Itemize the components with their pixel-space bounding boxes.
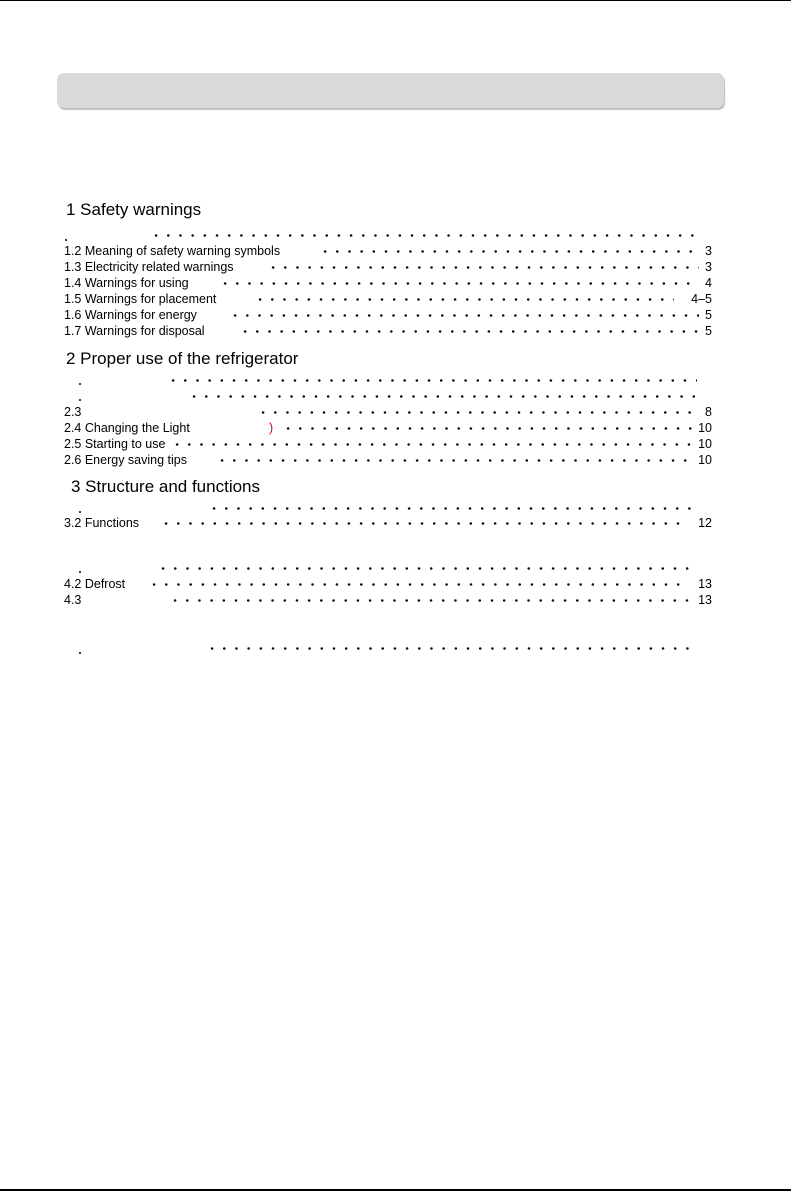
toc-entry[interactable] xyxy=(64,227,712,243)
dot-leader xyxy=(148,583,688,586)
contents-title-bar xyxy=(57,73,724,108)
toc-entry[interactable] xyxy=(64,291,712,307)
toc-entry[interactable] xyxy=(64,372,712,388)
toc-entry-label: 2.5 Starting to use xyxy=(64,437,166,451)
toc-entry-label: 4.3 xyxy=(64,593,82,607)
toc-entry[interactable] xyxy=(64,592,712,608)
dot-leader xyxy=(219,282,699,285)
toc-entry-label: 2.6 Energy saving tips xyxy=(64,453,187,467)
toc-entry-page: 3 xyxy=(705,260,712,274)
toc-entry[interactable] xyxy=(64,275,712,291)
dot-leader xyxy=(206,647,696,650)
toc-entry[interactable] xyxy=(64,243,712,259)
dot-leader xyxy=(229,314,699,317)
entry-number-dot xyxy=(79,399,81,401)
entry-number-dot xyxy=(79,511,81,513)
toc-entry-label: 2.4 Changing the Light xyxy=(64,421,190,435)
dot-leader xyxy=(254,298,674,301)
dot-leader xyxy=(267,266,699,269)
entry-number-dot xyxy=(65,239,67,241)
dot-leader xyxy=(167,379,697,382)
toc-entry[interactable] xyxy=(64,560,712,576)
entry-number-dot xyxy=(79,571,81,573)
toc-entry-label: 2.3 xyxy=(64,405,82,419)
dot-leader xyxy=(157,567,697,570)
dot-leader xyxy=(319,250,699,253)
dot-leader xyxy=(171,443,691,446)
section-heading-safety-warnings: 1 Safety warnings xyxy=(66,200,202,219)
toc-entry[interactable] xyxy=(64,515,712,531)
toc-entry[interactable] xyxy=(64,576,712,592)
toc-entry-label: 1.5 Warnings for placement xyxy=(64,292,217,306)
dot-leader xyxy=(239,330,699,333)
toc-entry-label: 3.2 Functions xyxy=(64,516,140,530)
red-parenthesis-mark: ) xyxy=(269,421,274,435)
toc-entry-page: 5 xyxy=(705,324,712,338)
toc-entry[interactable] xyxy=(64,452,712,468)
dot-leader xyxy=(169,599,689,602)
toc-entry[interactable] xyxy=(64,420,712,436)
toc-entry-page: 13 xyxy=(698,577,712,591)
toc-entry[interactable] xyxy=(64,323,712,339)
toc-entry-page: 8 xyxy=(705,405,712,419)
toc-entry-label: 1.6 Warnings for energy xyxy=(64,308,197,322)
section-heading-proper-use: 2 Proper use of the refrigerator xyxy=(66,349,299,368)
section-heading-structure-functions: 3 Structure and functions xyxy=(71,477,261,496)
toc-entry-page: 10 xyxy=(698,453,712,467)
dot-leader xyxy=(160,522,687,525)
toc-entry[interactable] xyxy=(64,388,712,404)
toc-entry-page: 12 xyxy=(698,516,712,530)
toc-entry[interactable] xyxy=(64,640,712,656)
toc-entry[interactable] xyxy=(64,436,712,452)
toc-entry-page: 10 xyxy=(698,437,712,451)
toc-entry-label: 1.2 Meaning of safety warning symbols xyxy=(64,244,281,258)
entry-number-dot xyxy=(79,652,81,654)
toc-entry-label: 1.3 Electricity related warnings xyxy=(64,260,234,274)
toc-entry[interactable] xyxy=(64,259,712,275)
toc-entry-page: 4 xyxy=(705,276,712,290)
dot-leader xyxy=(257,411,699,414)
toc-entry[interactable] xyxy=(64,500,712,516)
dot-leader xyxy=(150,234,698,237)
dot-leader xyxy=(216,459,691,462)
toc-entry-label: 1.7 Warnings for disposal xyxy=(64,324,205,338)
dot-leader xyxy=(282,427,692,430)
toc-entry-page: 3 xyxy=(705,244,712,258)
toc-entry-page: 4–5 xyxy=(691,292,712,306)
toc-entry-page: 10 xyxy=(698,421,712,435)
toc-entry[interactable] xyxy=(64,307,712,323)
toc-entry-label: 1.4 Warnings for using xyxy=(64,276,189,290)
dot-leader xyxy=(208,507,698,510)
entry-number-dot xyxy=(79,383,81,385)
toc-entry-label: 4.2 Defrost xyxy=(64,577,126,591)
dot-leader xyxy=(188,395,698,398)
top-rule xyxy=(0,0,791,1)
toc-entry-page: 5 xyxy=(705,308,712,322)
toc-entry-page: 13 xyxy=(698,593,712,607)
toc-entry[interactable] xyxy=(64,404,712,420)
